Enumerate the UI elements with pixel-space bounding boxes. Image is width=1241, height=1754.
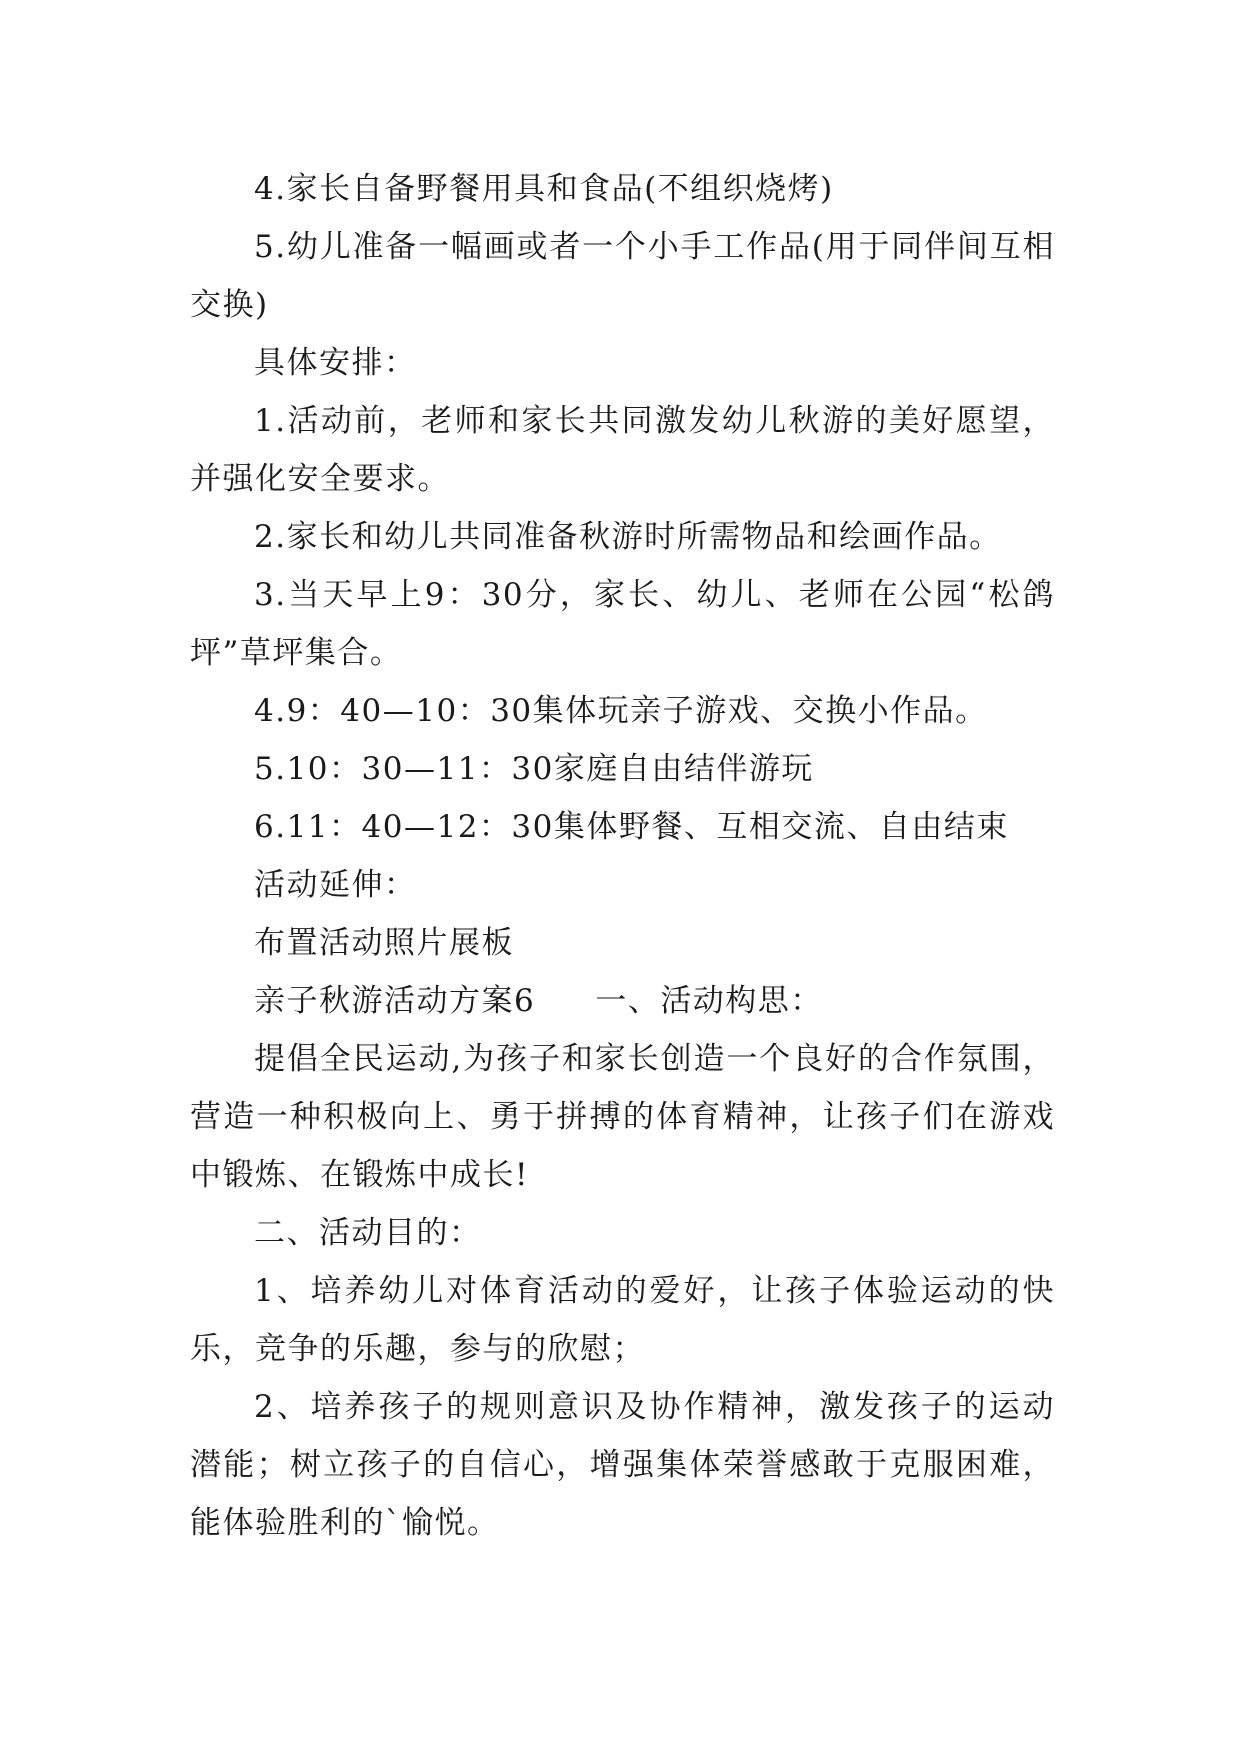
paragraph: 2、培养孩子的规则意识及协作精神，激发孩子的运动潜能；树立孩子的自信心，增强集体荣誉感敢于克服困难，能体验胜利的`愉悦。 [190,1389,1055,1541]
document-body [190,160,1055,1552]
paragraph: 3.当天早上9：30分，家长、幼儿、老师在公园“松鸽坪”草坪集合。 [190,577,1055,671]
section-heading-subtitle: 一、活动构思： [595,983,823,1019]
paragraph: 4.家长自备野餐用具和食品(不组织烧烤) [254,171,834,207]
section-label: 活动延伸： [254,867,417,903]
paragraph: 2.家长和幼儿共同准备秋游时所需物品和绘画作品。 [254,519,1002,555]
paragraph: 1、培养幼儿对体育活动的爱好，让孩子体验运动的快乐，竞争的乐趣，参与的欣慰； [190,1273,1055,1367]
section-heading-title: 亲子秋游活动方案6 [254,983,536,1019]
section-heading [190,972,1055,1030]
paragraph: 5.幼儿准备一幅画或者一个小手工作品(用于同伴间互相交换) [190,229,1055,323]
paragraph: 提倡全民运动,为孩子和家长创造一个良好的合作氛围，营造一种积极向上、勇于拼搏的体育精神，让孩子们在游戏中锻炼、在锻炼中成长! [190,1041,1055,1193]
section-label: 二、活动目的： [254,1215,482,1251]
paragraph: 6.11：40—12：30集体野餐、互相交流、自由结束 [254,809,1009,845]
section-label: 具体安排： [254,345,417,381]
paragraph: 5.10：30—11：30家庭自由结伴游玩 [254,751,814,787]
paragraph: 布置活动照片展板 [254,925,514,961]
paragraph: 1.活动前，老师和家长共同激发幼儿秋游的美好愿望，并强化安全要求。 [190,403,1055,497]
paragraph: 4.9：40—10：30集体玩亲子游戏、交换小作品。 [254,693,988,729]
